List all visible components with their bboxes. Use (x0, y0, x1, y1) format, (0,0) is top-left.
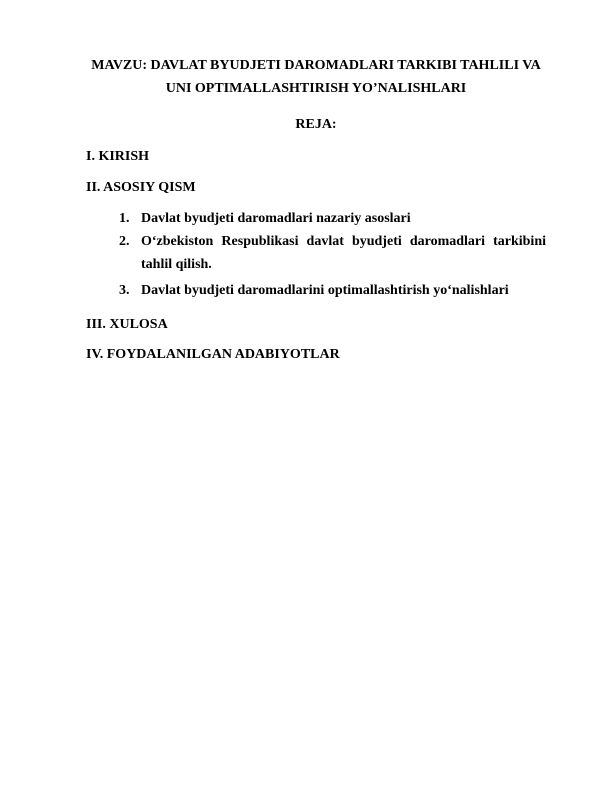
plan-heading: REJA: (295, 117, 337, 132)
main-item-3 (119, 279, 546, 302)
section-conclusion: III. XULOSA (86, 317, 168, 332)
section-main-part: II. ASOSIY QISM (86, 180, 196, 195)
section-introduction: I. KIRISH (86, 149, 150, 164)
main-item-number: 3. (119, 283, 130, 298)
main-item-text: Davlat byudjeti daromadlarini optimallashtirish yo‘nalishlari (141, 283, 509, 298)
main-item-1 (119, 207, 546, 230)
main-item-number: 2. (119, 234, 130, 249)
main-item-text: Davlat byudjeti daromadlari nazariy asoslari (141, 211, 411, 226)
document-title-line-1: MAVZU: DAVLAT BYUDJETI DAROMADLARI TARKIBI TAHLILI VA (91, 58, 541, 73)
main-item-text: O‘zbekiston Respublikasi davlat byudjeti daromadlari tarkibini tahlil qilish. (141, 234, 546, 272)
document-title-line-2: UNI OPTIMALLASHTIRISH YO’NALISHLARI (165, 81, 467, 96)
main-item-2 (119, 230, 546, 276)
main-item-number: 1. (119, 211, 130, 226)
section-references: IV. FOYDALANILGAN ADABIYOTLAR (86, 347, 340, 362)
